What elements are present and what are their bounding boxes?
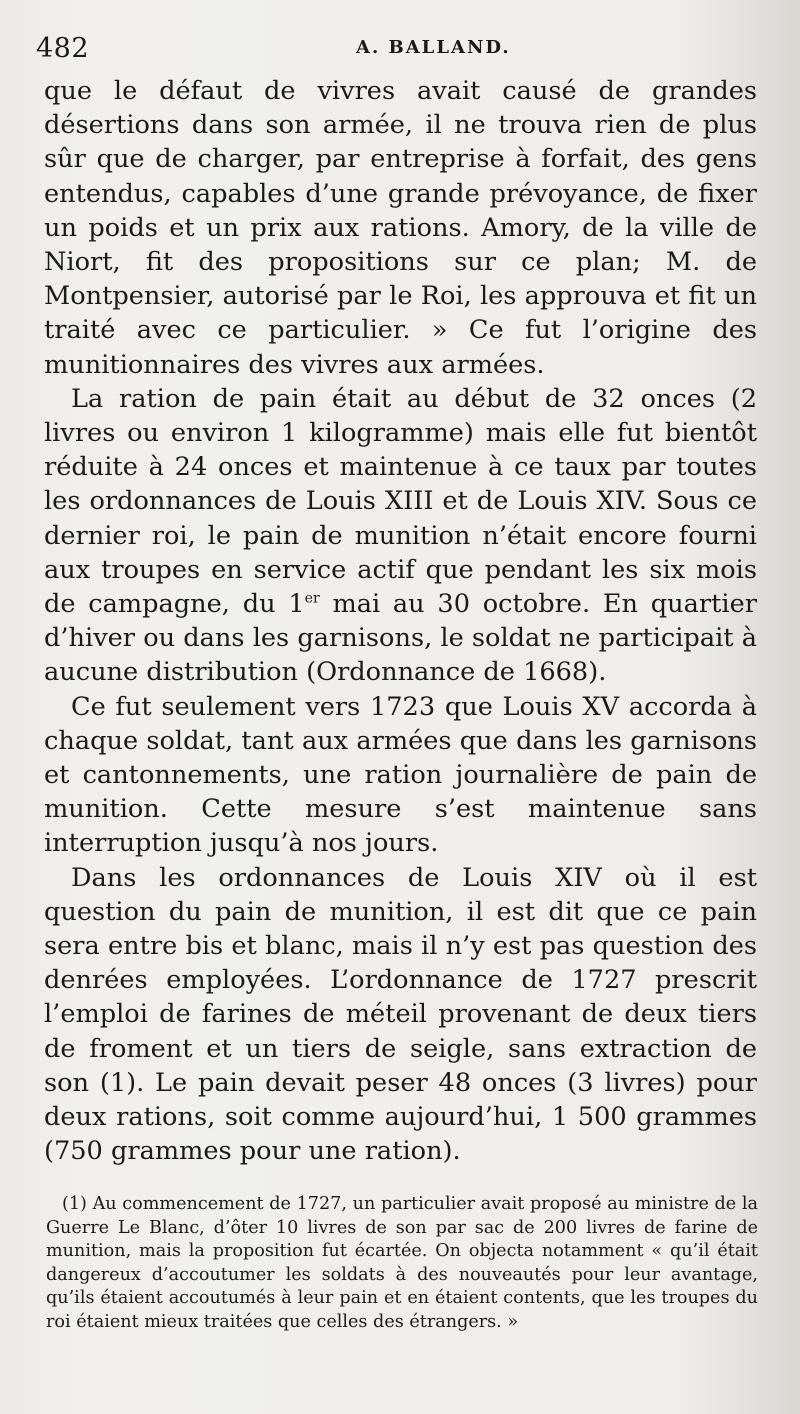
paragraph-2-part-2: mai au 30 octobre. En quartier d’hiver ou dans les garnisons, le soldat ne participait à aucune distribution (Ordonnance de 1668). [44,589,757,688]
paragraph-2-part-1: La ration de pain était au début de 32 onces (2 livres ou environ 1 kilogramme) mais elle fut bientôt réduite à 24 onces et maintenue à ce taux par toutes les ordonnances de Louis XIII et de Louis XIV. Sous ce dernier roi, le pain de munition n’était encore fourni aux troupes en service actif que pendant les six mois de campagne, du 1 [44,383,757,620]
paragraph-2 [44,382,757,690]
paragraph-1: que le défaut de vivres avait causé de grandes désertions dans son armée, il ne trouva rien de plus sûr que de charger, par entreprise à forfait, des gens entendus, capables d’une grande prévoyance, de fixer un poids et un prix aux rations. Amory, de la ville de Niort, fit des propositions sur ce plan; M. de Montpensier, autorisé par le Roi, les approuva et fit un traité avec ce particulier. » Ce fut l’origine des munitionnaires des vivres aux armées. [44,76,757,380]
footnote [46,1193,758,1335]
running-head: A. BALLAND. [356,37,511,58]
page-number: 482 [36,33,90,64]
ordinal-superscript: er [304,590,320,607]
paragraph-3: Ce fut seulement vers 1723 que Louis XV accorda à chaque soldat, tant aux armées que dans les garnisons et cantonnements, une ration journalière de pain de munition. Cette mesure s’est maintenue sans interruption jusqu’à nos jours. [44,691,757,859]
page-header [36,33,756,69]
paragraph-4: Dans les ordonnances de Louis XIV où il est question du pain de munition, il est dit que ce pain sera entre bis et blanc, mais il n’y est pas question des denrées employées. L’ordonnance de 1727 prescrit l’emploi de farines de méteil provenant de deux tiers de froment et un tiers de seigle, sans extraction de son (1). Le pain devait peser 48 onces (3 livres) pour deux rations, soit comme aujourd’hui, 1 500 grammes (750 grammes pour une ration). [44,862,757,1167]
footnote-text: (1) Au commencement de 1727, un particulier avait proposé au ministre de la Guerre Le Blanc, d’ôter 10 livres de son par sac de 200 livres de farine de munition, mais la proposition fut écartée. On objecta notamment « qu’il était dangereux d’accoutumer les soldats à des nouveautés pour leur avantage, qu’ils étaient accoutumés à leur pain et en étaient contents, que les troupes du roi étaient mieux traitées que celles des étrangers. » [46,1194,758,1332]
main-text [44,74,757,1169]
